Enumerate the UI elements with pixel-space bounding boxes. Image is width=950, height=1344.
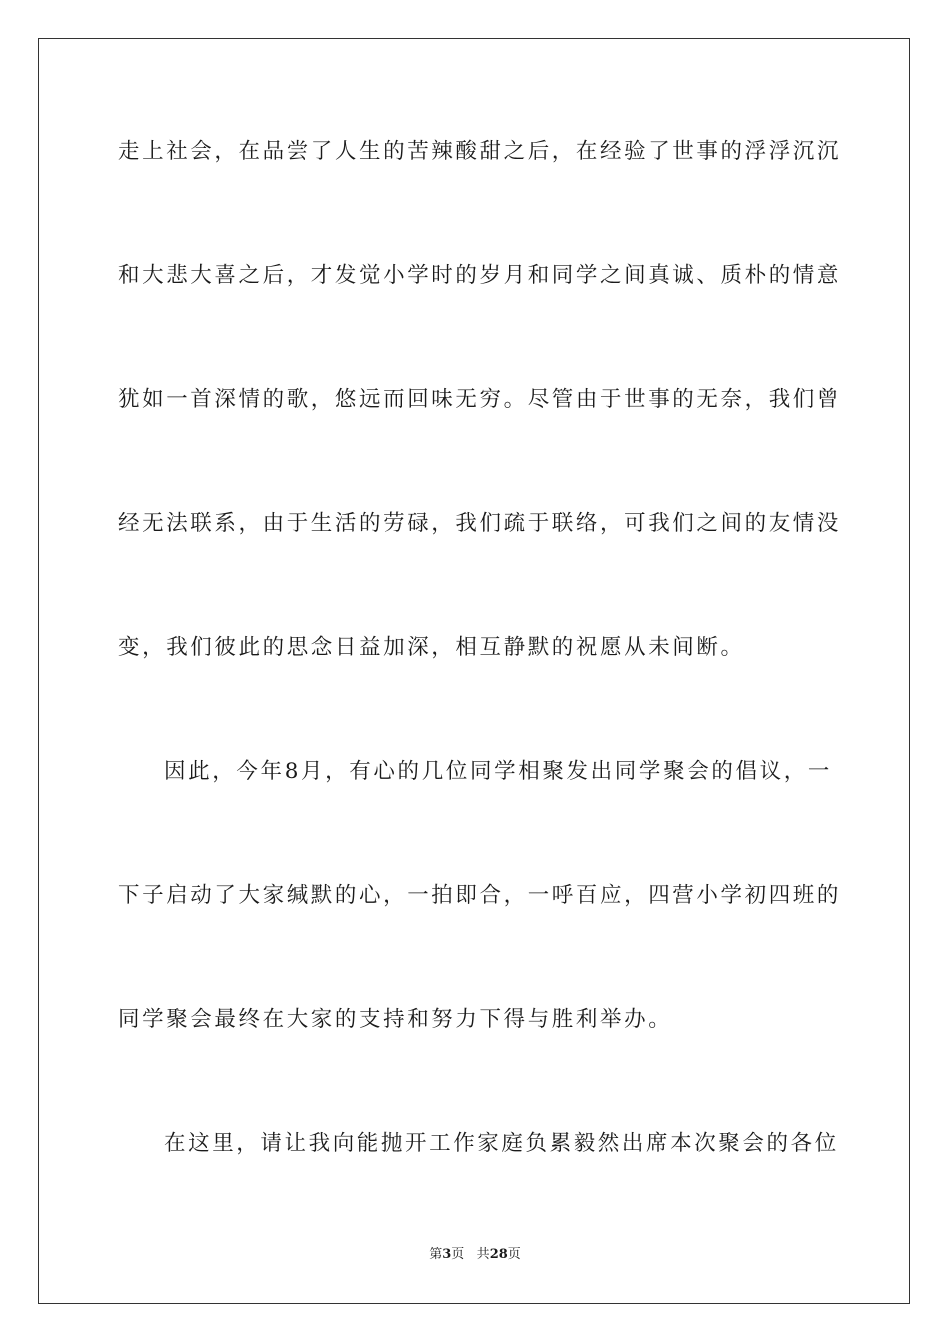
page-footer <box>0 1246 950 1264</box>
total-pages: 28 <box>489 1247 508 1262</box>
page-border <box>38 38 910 1304</box>
total-prefix: 共 <box>476 1247 490 1262</box>
text-line: 和大悲大喜之后，才发觉小学时的岁月和同学之间真诚、质朴的情意 <box>118 263 842 288</box>
text-line: 变，我们彼此的思念日益加深，相互静默的祝愿从未间断。 <box>118 635 745 660</box>
page-number: 3 <box>442 1247 452 1262</box>
total-suffix: 页 <box>507 1247 521 1262</box>
page-suffix: 页 <box>451 1247 465 1262</box>
page-prefix: 第 <box>429 1247 443 1262</box>
text-line: 经无法联系，由于生活的劳碌，我们疏于联络，可我们之间的友情没 <box>118 511 842 536</box>
text-line: 在这里，请让我向能抛开工作家庭负累毅然出席本次聚会的各位 <box>164 1131 839 1156</box>
text-line: 犹如一首深情的歌，悠远而回味无穷。尽管由于世事的无奈，我们曾 <box>118 387 842 412</box>
text-line: 走上社会，在品尝了人生的苦辣酸甜之后，在经验了世事的浮浮沉沉 <box>118 139 842 164</box>
text-line: 同学聚会最终在大家的支持和努力下得与胜利举办。 <box>118 1007 673 1032</box>
text-line: 下子启动了大家缄默的心，一拍即合，一呼百应，四营小学初四班的 <box>118 883 842 908</box>
text-line: 因此，今年8月，有心的几位同学相聚发出同学聚会的倡议，一 <box>164 759 832 784</box>
